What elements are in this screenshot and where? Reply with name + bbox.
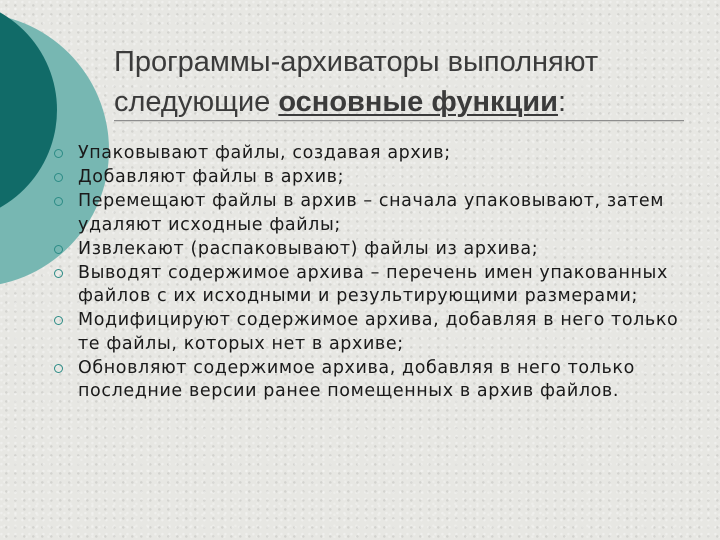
list-item xyxy=(52,166,702,189)
list-item-text: Добавляют файлы в архив; xyxy=(78,167,345,188)
hollow-circle-bullet-icon xyxy=(54,173,63,182)
title-emphasis: основные функции xyxy=(278,86,558,118)
list-item xyxy=(52,357,702,403)
title-suffix: : xyxy=(557,86,567,118)
list-item-text: Перемещают файлы в архив – сначала упаковывают, затем удаляют исходные файлы; xyxy=(78,191,665,235)
list-item-text: Выводят содержимое архива – перечень имен упакованных файлов с их исходными и результирующими размерами; xyxy=(78,263,668,307)
list-item xyxy=(52,190,702,236)
hollow-circle-bullet-icon xyxy=(54,245,63,254)
title-divider xyxy=(114,120,684,121)
slide-title xyxy=(114,42,694,122)
hollow-circle-bullet-icon xyxy=(54,316,63,325)
hollow-circle-bullet-icon xyxy=(54,269,63,278)
functions-list xyxy=(52,142,702,403)
list-item xyxy=(52,309,702,355)
list-item-text: Извлекают (распаковывают) файлы из архива; xyxy=(78,238,539,259)
title-line-1: Программы-архиваторы выполняют xyxy=(114,46,599,78)
list-item-text: Модифицируют содержимое архива, добавляя в него только те файлы, которых нет в архиве; xyxy=(78,310,679,354)
title-prefix: следующие xyxy=(114,86,279,118)
list-item xyxy=(52,238,702,261)
hollow-circle-bullet-icon xyxy=(54,197,63,206)
list-item-text: Обновляют содержимое архива, добавляя в него только последние версии ранее помещенных в архив файлов. xyxy=(78,357,635,402)
list-item-text: Упаковывают файлы, создавая архив; xyxy=(78,143,451,163)
list-item xyxy=(52,142,702,165)
hollow-circle-bullet-icon xyxy=(54,364,63,373)
list-item xyxy=(52,262,702,308)
hollow-circle-bullet-icon xyxy=(54,149,63,158)
title-line-2 xyxy=(114,82,694,122)
